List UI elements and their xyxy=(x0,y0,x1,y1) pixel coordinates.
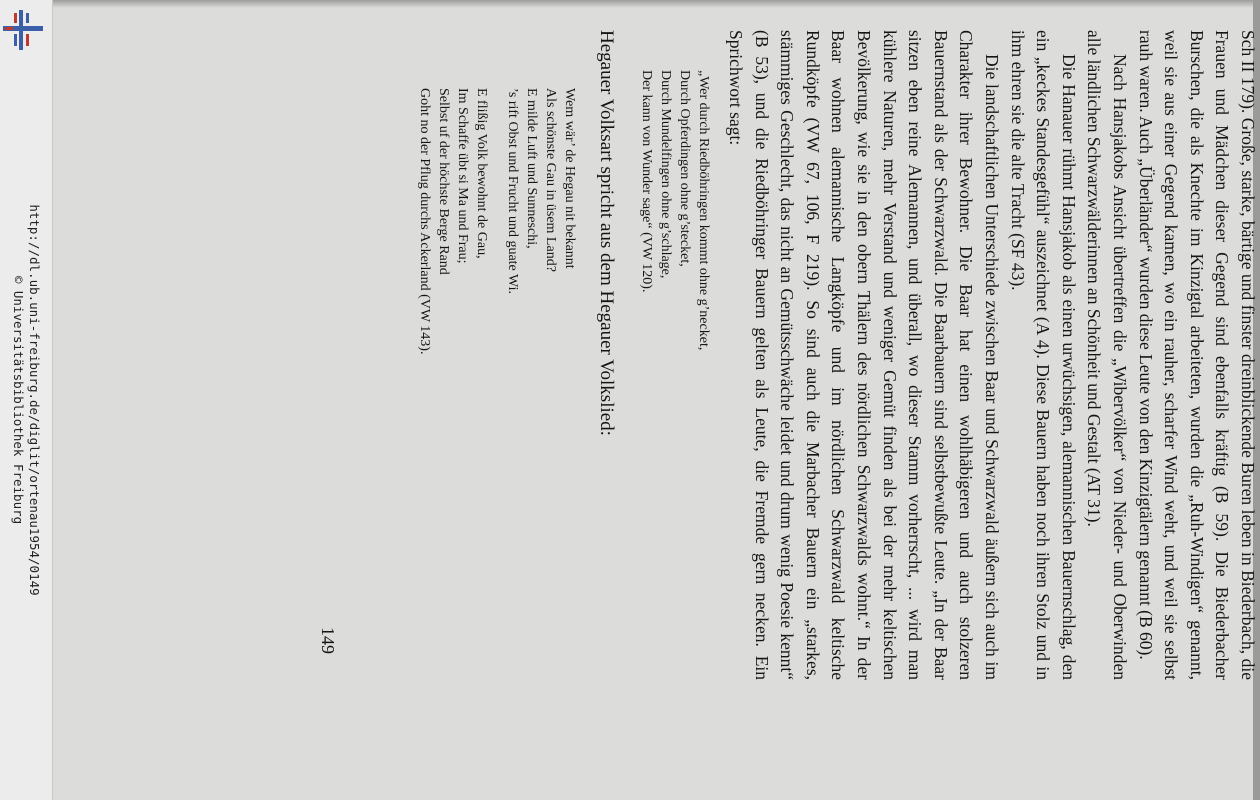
page-text-block xyxy=(285,30,1260,680)
song-stanza-1 xyxy=(503,88,579,680)
copyright-notice: © Universitätsbibliothek Freiburg xyxy=(11,275,26,525)
verse-line: Selbst uf der höchste Berge Rand xyxy=(435,88,451,275)
verse-line: E flißig Volk bewohnt de Gau, xyxy=(473,88,489,259)
verse-line: „Wer durch Riedböhringen kommt ohne g’necket, xyxy=(695,70,711,351)
verse-line: Durch Opferdingen ohne g’stecket, xyxy=(676,70,692,267)
university-library-logo-icon xyxy=(3,10,43,50)
verse-line: Goht no der Pflug durchs Ackerland (VW 143). xyxy=(416,88,432,355)
page-number: 149 xyxy=(318,627,338,654)
paragraph-1: Sch II 179). Große, starke, bärtige und finster dreinblickende Buren leben in Biederbach, die Frauen und Mädchen dieser Gegend sind ebenfalls kräftig (B 59). Die Biederbacher Burschen, die als Knechte im Kinzigtal arbeiteten, wurden die „Ruh-Windigen“ genannt, weil sie aus einer Gegend kamen, wo ein rauher, scharfer Wind weht, und weil sie selbst rauh waren. Auch „Überländer“ wurden diese Leute von den Kinzigtälern genannt (B 60). xyxy=(1135,30,1258,680)
source-url[interactable]: http://dl.ub.uni-freiburg.de/diglit/ortenau1954/0149 xyxy=(27,204,42,596)
paragraph-3: Die Hanauer rühmt Hansjakob als einen urwüchsigen, alemannischen Bauernschlag, den ein „keckes Standesgefühl“ auszeichnet (A 4). Diese Bauern haben noch ihren Stolz und in ihm ehren sie die alte Tracht (SF 43). xyxy=(1007,30,1079,680)
verse-line: Der kann von Wunder sage“ (VW 120). xyxy=(638,70,654,293)
section-heading: Hegauer Volksart spricht aus dem Hegauer Volkslied: xyxy=(595,30,617,436)
verse-line: Durch Mundelfingen ohne g’schlage, xyxy=(657,70,673,279)
verse-line: ’s rift Obst und Frucht und guate Wi. xyxy=(504,88,520,295)
viewer-sidebar xyxy=(0,0,53,800)
verse-line: E milde Luft und Sunneschi, xyxy=(523,88,539,249)
scanned-page xyxy=(53,0,1258,800)
song-stanza-2 xyxy=(415,88,491,680)
paragraph-2: Nach Hansjakobs Ansicht übertreffen die „Wibervölker“ von Nieder- und Oberwinden alle ländlichen Schwarzwälderinnen an Schönheit und Gestalt (AT 31). xyxy=(1084,30,1131,680)
verse-line: Im Schaffe übt si Ma und Frau; xyxy=(454,88,470,264)
verse-line: Wem wär’ de Hegau nit bekannt xyxy=(561,88,577,269)
page-edge-shadow xyxy=(53,0,1253,8)
proverb-verse xyxy=(637,70,713,680)
verse-line: Als schönste Gau in üsem Land? xyxy=(542,88,558,272)
paragraph-4: Die landschaftlichen Unterschiede zwischen Baar und Schwarzwald äußern sich auch im Charakter ihrer Bewohner. Die Baar hat einen wohlhäbigeren und auch stolzeren Bauernstand als der Schwarzwald. Die Baarbauern sind selbstbewußte Leute. „In der Baar sitzen eben reine Alemannen, und überall, wo dieser Stamm vorherrscht, ... wird man kühlere Naturen, mehr Verstand und weniger Gemüt finden als bei der mehr keltischen Bevölkerung, wie sie in den obern Thälern des nördlichen Schwarzwalds wohnt.“ In der Baar wohnen alemannische Langköpfe und im nördlichen Schwarzwald keltische Rundköpfe (VW 67, 106, F 219). So sind auch die Marbacher Bauern ein „starkes, stämmiges Geschlecht, das nicht an Gemütsschwäche leidet und drum wenig Poesie kennt“ (B 53), und die Riedböhringer Bauern gelten als Leute, die Fremde gern necken. Ein Sprichwort sagt: xyxy=(726,30,1003,680)
